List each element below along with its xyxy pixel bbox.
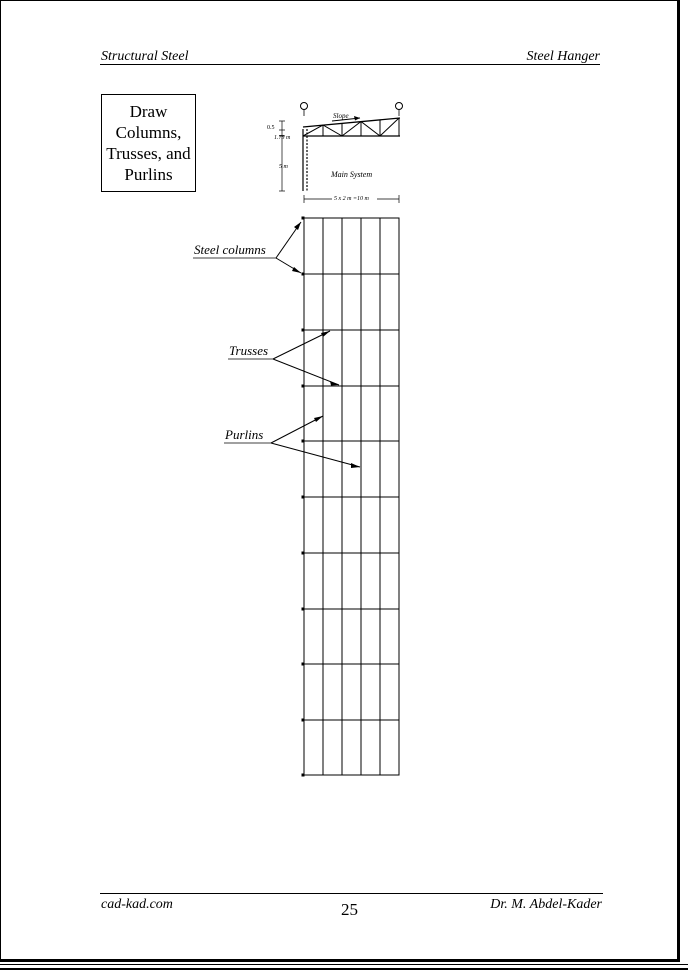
purlins-arrowhead-2 [351,463,360,468]
dim-truss-label: 1.75 m [274,135,291,141]
dim-top-label: 0.5 [267,125,275,131]
purlins-leader-2 [271,443,360,467]
truss-lines [304,274,399,720]
steel-columns-label: Steel columns [194,242,266,257]
dim-column-label: 5 m [279,164,288,170]
trusses-label: Trusses [229,343,269,358]
trusses-leader-2 [273,359,339,385]
slope-label: Slope [333,112,349,120]
purlins-arrowhead-1 [314,416,323,422]
dim-span-label: 5 x 2 m =10 m [334,196,369,202]
header-left: Structural Steel [101,49,189,64]
trusses-leader-1 [273,331,330,359]
main-system-caption: Main System [331,170,373,179]
page-number: 25 [341,900,358,919]
footer-right: Dr. M. Abdel-Kader [490,897,602,912]
footer-left: cad-kad.com [101,897,173,912]
instruction-text: Draw Columns, Trusses, and Purlins [106,102,191,184]
trusses-arrowhead-2 [330,381,339,386]
purlins-label: Purlins [225,427,264,442]
footer-rule [100,893,603,894]
header-right: Steel Hanger [526,49,600,64]
trusses-arrowhead-1 [321,331,330,337]
steel-columns-arrowhead-1 [294,222,301,230]
